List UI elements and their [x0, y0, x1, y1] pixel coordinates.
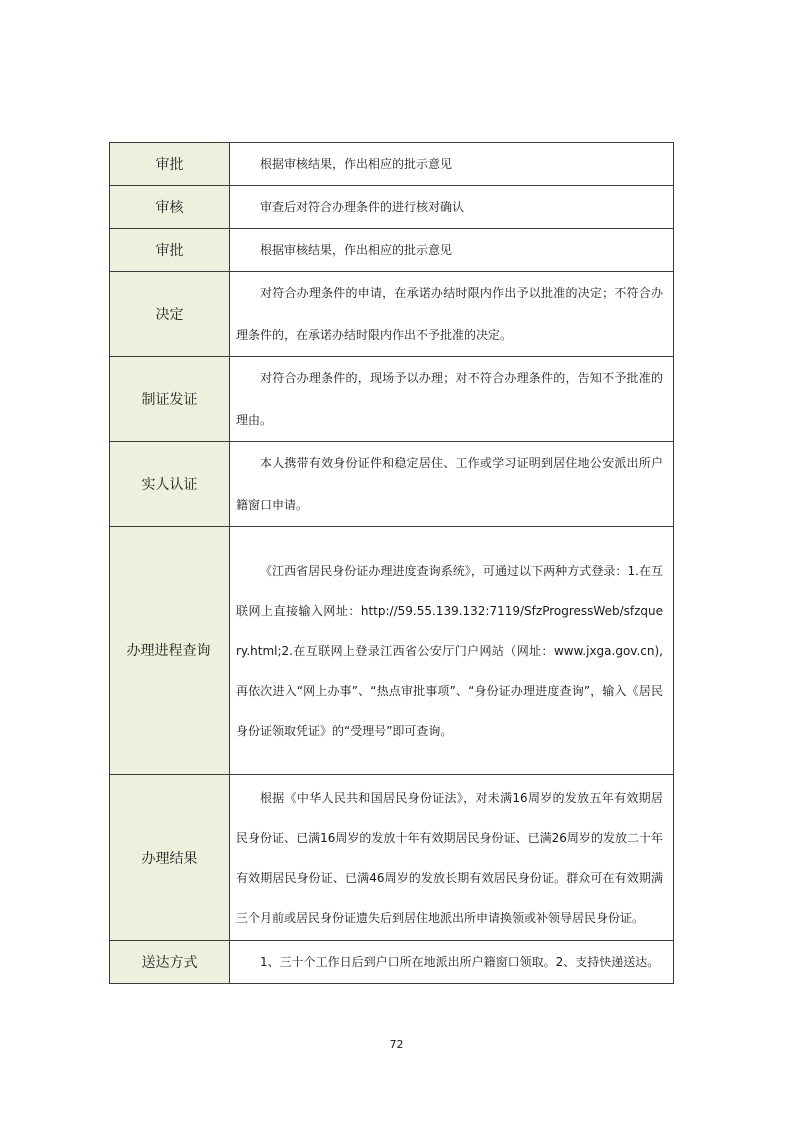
- row-label: 审批: [110, 229, 230, 272]
- row-content: 对符合办理条件的申请，在承诺办结时限内作出予以批准的决定；不符合办理条件的，在承诺办结时限内作出不予批准的决定。: [230, 272, 674, 357]
- row-content: 根据审核结果，作出相应的批示意见: [230, 143, 674, 186]
- row-content: 本人携带有效身份证件和稳定居住、工作或学习证明到居住地公安派出所户籍窗口申请。: [230, 442, 674, 527]
- table-row: [110, 143, 674, 186]
- table-row: [110, 357, 674, 442]
- row-label: 审核: [110, 186, 230, 229]
- page-number: 72: [389, 1038, 404, 1051]
- row-label: 实人认证: [110, 442, 230, 527]
- row-label: 办理进程查询: [126, 642, 211, 659]
- row-content: 《江西省居民身份证办理进度查询系统》，可通过以下两种方式登录：1.在互联网上直接输入网址：http://59.55.139.132:7119/SfzProgressWeb/sfzquery.html;2.在互联网上登录江西省公安厅门户网站（网址：www.jxga.gov.cn),再依次进入“网上办事”、“热点审批事项”、“身份证办理进度查询”，输入《居民身份证领取凭证》的“受理号”即可查询。: [230, 527, 674, 775]
- row-content: 1、三十个工作日后到户口所在地派出所户籍窗口领取。2、支持快递送达。: [230, 941, 674, 984]
- row-content: 对符合办理条件的，现场予以办理；对不符合办理条件的，告知不予批准的理由。: [230, 357, 674, 442]
- row-content: 审查后对符合办理条件的进行核对确认: [230, 186, 674, 229]
- row-label: 送达方式: [110, 941, 230, 984]
- row-label: 审批: [110, 143, 230, 186]
- row-label: 办理结果: [110, 775, 230, 941]
- table-row: [110, 775, 674, 941]
- row-label-cell: [110, 527, 230, 775]
- table-row: [110, 272, 674, 357]
- row-label: 制证发证: [110, 357, 230, 442]
- table-row: [110, 941, 674, 984]
- table-row: [110, 527, 674, 775]
- procedure-table: [109, 142, 674, 984]
- row-content: 根据审核结果，作出相应的批示意见: [230, 229, 674, 272]
- row-content: 根据《中华人民共和国居民身份证法》，对未满16周岁的发放五年有效期居民身份证、已满16周岁的发放十年有效期居民身份证、已满26周岁的发放二十年有效期居民身份证、已满46周岁的发放长期有效居民身份证。群众可在有效期满三个月前或居民身份证遗失后到居住地派出所申请换领或补领导居民身份证。: [230, 775, 674, 941]
- table-row: [110, 186, 674, 229]
- table-row: [110, 442, 674, 527]
- table-row: [110, 229, 674, 272]
- row-label: 决定: [110, 272, 230, 357]
